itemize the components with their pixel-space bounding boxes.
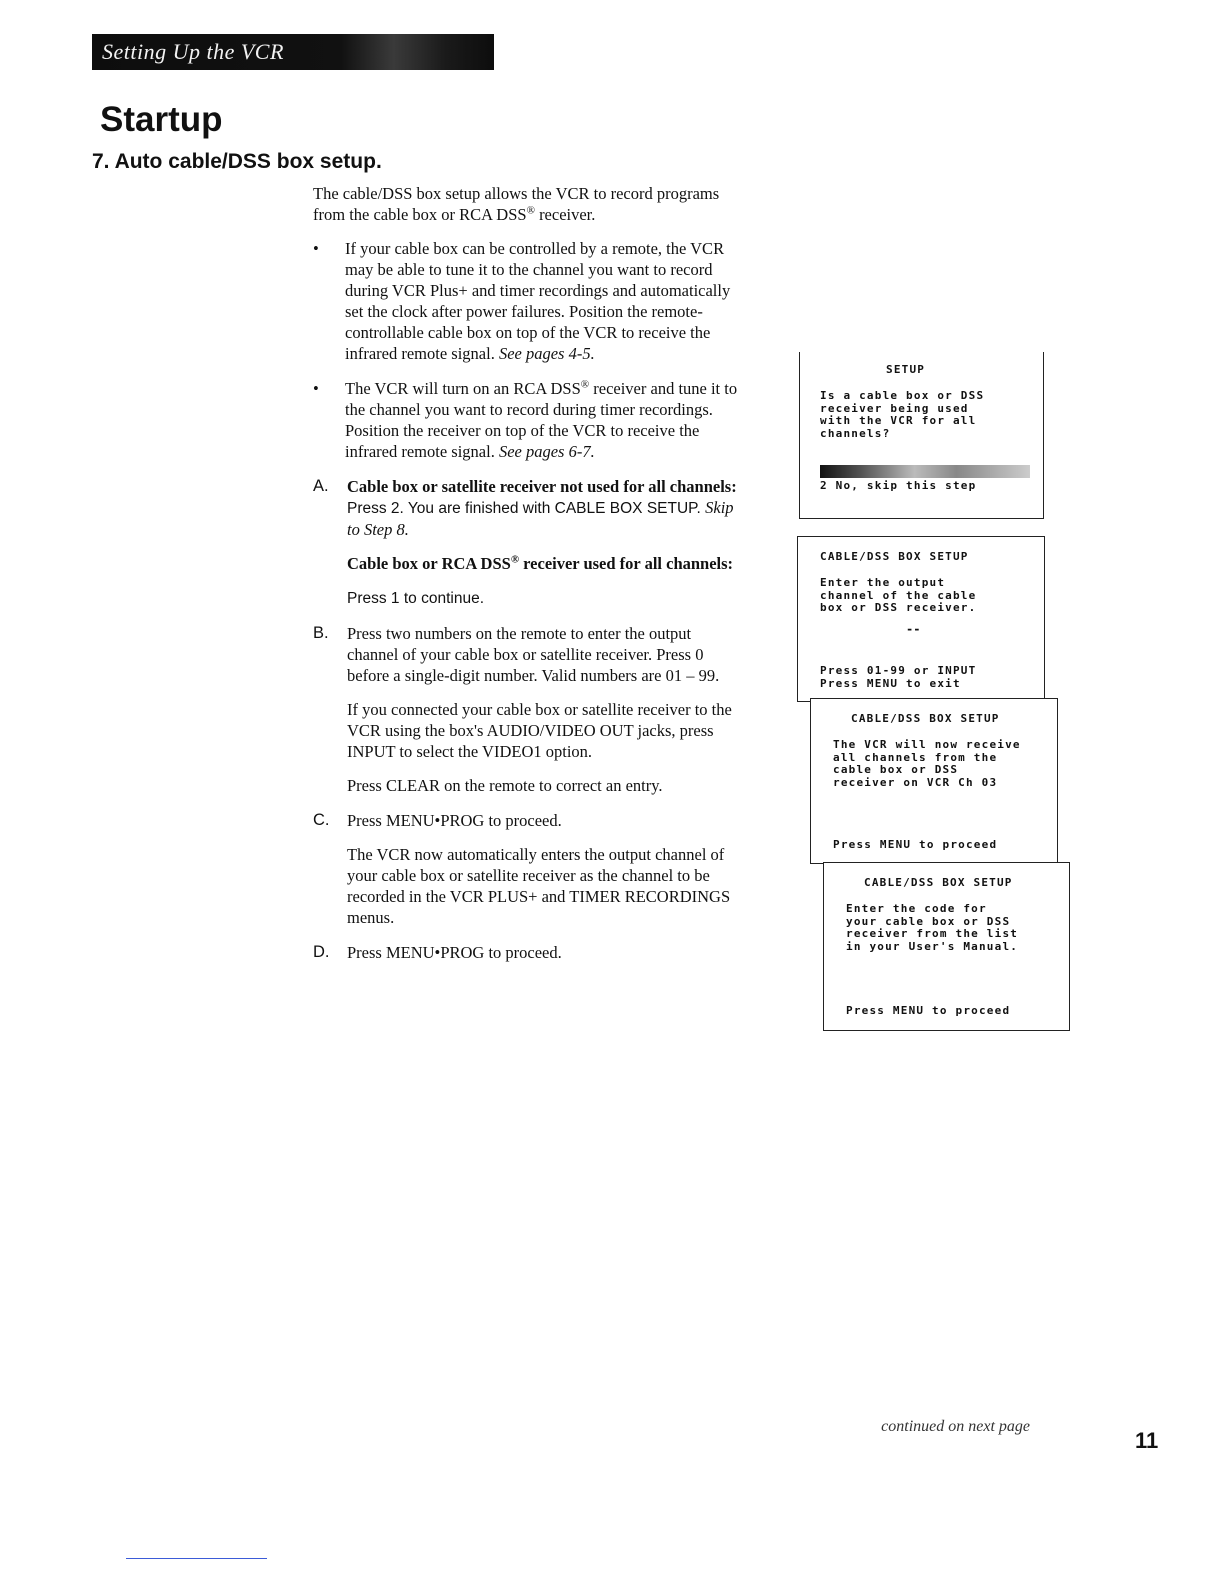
screen-receive-all-channels bbox=[810, 698, 1058, 864]
screen-title: SETUP bbox=[886, 363, 926, 376]
screen-body: Is a cable box or DSS receiver being used with the VCR for all channels? bbox=[820, 389, 985, 440]
bullet-marker: • bbox=[313, 239, 319, 258]
step-letter: C. bbox=[313, 811, 330, 829]
screen-enter-output-channel bbox=[797, 536, 1045, 702]
step-a-heading-not-used: Cable box or satellite receiver not used for all channels: bbox=[347, 477, 737, 496]
page-reference: See pages 4-5. bbox=[498, 344, 595, 363]
footer-rule bbox=[126, 1558, 267, 1559]
step-b: B. Press two numbers on the remote to enter the output channel of your cable box or satellite receiver. Press 0 before a single-digit number. Valid numbers are 01 – 99. If you connected your cable box or satellite receiver to the VCR using the box's AUDIO/VIDEO OUT jacks, press INPUT to select the VIDEO1 option. Press CLEAR on the remote to correct an entry. bbox=[313, 624, 732, 795]
screen-footer: Press MENU to proceed bbox=[833, 838, 998, 851]
screen-footer: Press 01-99 or INPUT Press MENU to exit bbox=[820, 664, 977, 690]
continued-note: continued on next page bbox=[881, 1418, 1030, 1435]
step-letter: B. bbox=[313, 624, 329, 642]
screen-footer: 2 No, skip this step bbox=[820, 479, 977, 492]
step-letter: A. bbox=[313, 477, 329, 495]
screen-footer: Press MENU to proceed bbox=[846, 1004, 1011, 1017]
section-header-bar bbox=[92, 34, 494, 70]
step-a-heading-used: Cable box or RCA DSS® receiver used for all channels: bbox=[347, 553, 734, 573]
screen-body: Enter the output channel of the cable box or DSS receiver. bbox=[820, 576, 977, 614]
skip-reference: Skip to Step 8. bbox=[347, 498, 734, 539]
page-title: Startup bbox=[100, 100, 223, 139]
screen-setup-question bbox=[799, 352, 1044, 519]
section-label: Setting Up the VCR bbox=[102, 39, 284, 64]
entry-cursor: -- bbox=[906, 622, 921, 636]
step-d: D. Press MENU•PROG to proceed. bbox=[313, 943, 562, 962]
intro-paragraph: The cable/DSS box setup allows the VCR to record programs from the cable box or RCA DSS® receiver. bbox=[313, 184, 720, 224]
section-title: 7. Auto cable/DSS box setup. bbox=[92, 150, 382, 173]
step-a-continue: Press 1 to continue. bbox=[347, 590, 484, 607]
screen-title: CABLE/DSS BOX SETUP bbox=[820, 550, 969, 563]
step-c: C. Press MENU•PROG to proceed. The VCR now automatically enters the output channel of your cable box or satellite receiver as the channel to be recorded in the VCR PLUS+ and TIMER RECORDINGS menus. bbox=[313, 811, 731, 927]
bullet-cable-box-remote: • If your cable box can be controlled by a remote, the VCR may be able to tune it to the channel you want to record during VCR Plus+ and timer recordings and automatically set the clock after power failures. Position the remote-controllable cable box on top of the VCR to receive the infrared remote signal. See pages 4-5. bbox=[313, 239, 731, 363]
step-letter: D. bbox=[313, 943, 330, 961]
step-a: A. Cable box or satellite receiver not used for all channels: Press 2. You are finished with CABLE BOX SETUP. Skip to Step 8. Cable box or RCA DSS® receiver used for all channels: Press 1 to continue. bbox=[313, 476, 743, 609]
bullet-marker: • bbox=[313, 379, 319, 398]
screen-title: CABLE/DSS BOX SETUP bbox=[851, 712, 1000, 725]
screen-body: Enter the code for your cable box or DSS receiver from the list in your User's Manual. bbox=[846, 902, 1019, 953]
screen-body: The VCR will now receive all channels from the cable box or DSS receiver on VCR Ch 03 bbox=[833, 738, 1021, 789]
screen-enter-code bbox=[823, 862, 1070, 1031]
screen-title: CABLE/DSS BOX SETUP bbox=[864, 876, 1013, 889]
instruction-column bbox=[313, 183, 743, 977]
page-number: 11 bbox=[1135, 1428, 1159, 1453]
bullet-dss-receiver: • The VCR will turn on an RCA DSS® receiver and tune it to the channel you want to record during timer recordings. Position the receiver on top of the VCR to receive the infrared remote signal. See pages 6-7. bbox=[313, 378, 738, 461]
page-reference: See pages 6-7. bbox=[498, 442, 595, 461]
highlighted-option-bar bbox=[820, 465, 1030, 478]
